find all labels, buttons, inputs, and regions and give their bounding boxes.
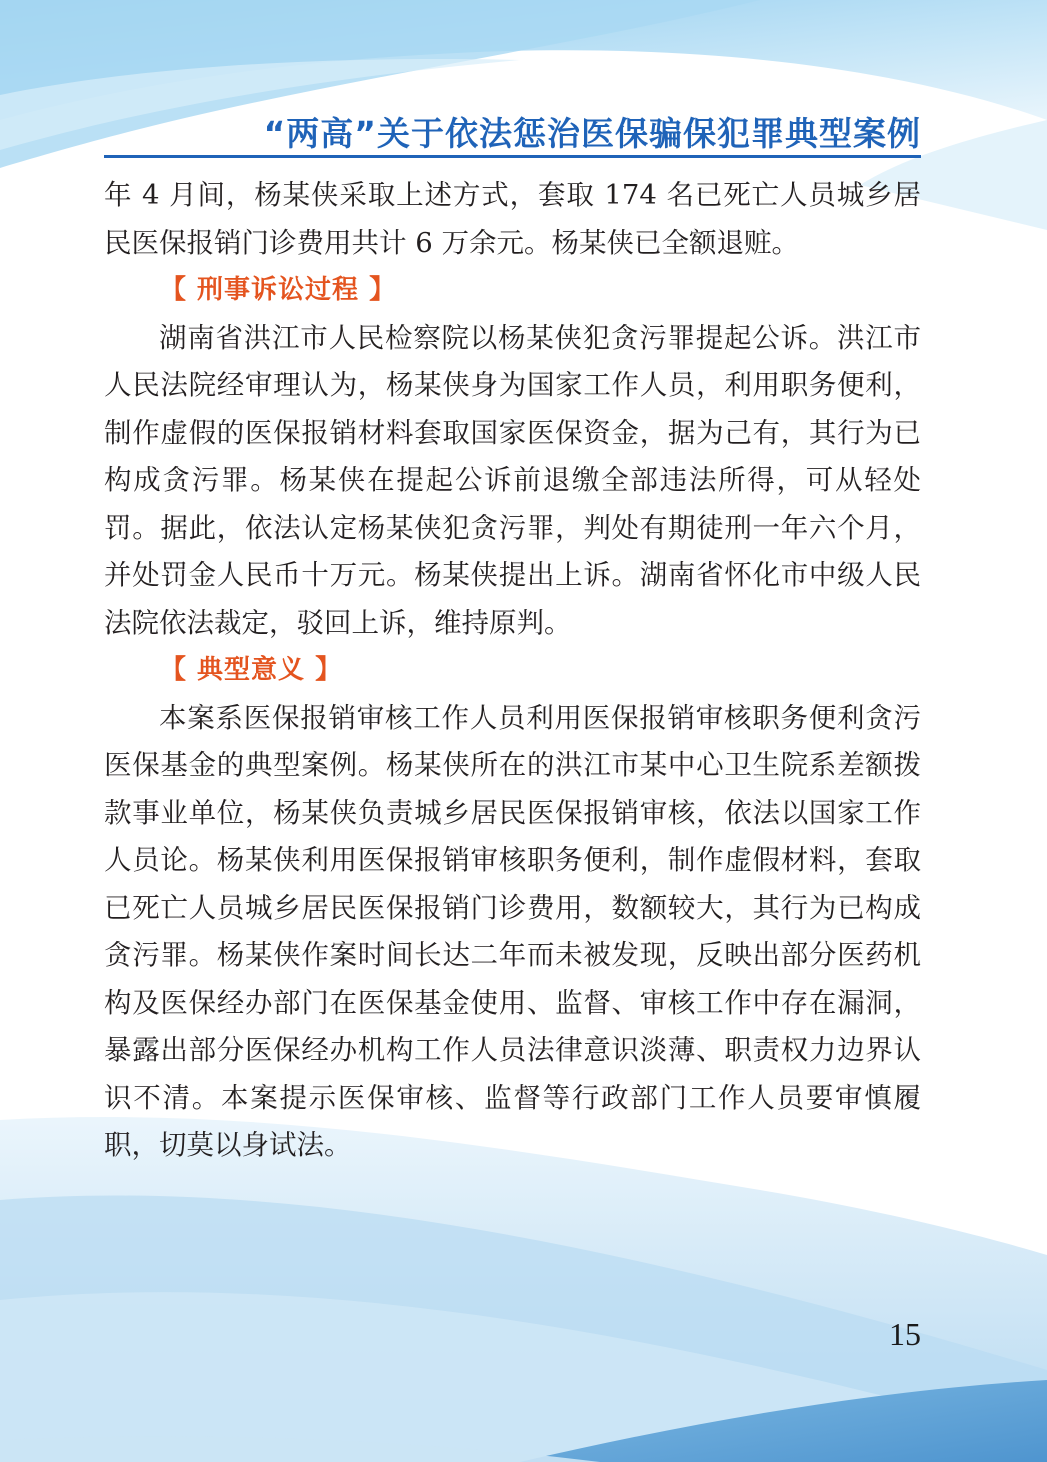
article-body bbox=[104, 172, 921, 1170]
page-number: 15 bbox=[889, 1316, 921, 1352]
running-header-title: “两高”关于依法惩治医保骗保犯罪典型案例 bbox=[263, 114, 921, 153]
section-heading-process: 【 刑事诉讼过程 】 bbox=[160, 275, 397, 305]
header-rule bbox=[104, 155, 921, 158]
paragraph-significance: 本案系医保报销审核工作人员利用医保报销审核职务便利贪污医保基金的典型案例。杨某侠所在的洪江市某中心卫生院系差额拨款事业单位，杨某侠负责城乡居民医保报销审核，依法以国家工作人员论。杨某侠利用医保报销审核职务便利，制作虚假材料，套取已死亡人员城乡居民医保报销门诊费用，数额较大，其行为已构成贪污罪。杨某侠作案时间长达二年而未被发现，反映出部分医药机构及医保经办部门在医保基金使用、监督、审核工作中存在漏洞，暴露出部分医保经办机构工作人员法律意识淡薄、职责权力边界认识不清。本案提示医保审核、监督等行政部门工作人员要审慎履职，切莫以身试法。 bbox=[104, 701, 921, 1161]
section-heading-significance: 【 典型意义 】 bbox=[160, 655, 343, 685]
paragraph-intro: 年 4 月间，杨某侠采取上述方式，套取 174 名已死亡人员城乡居民医保报销门诊费用共计 6 万余元。杨某侠已全额退赃。 bbox=[104, 179, 921, 259]
paragraph-process: 湖南省洪江市人民检察院以杨某侠犯贪污罪提起公诉。洪江市人民法院经审理认为，杨某侠身为国家工作人员，利用职务便利，制作虚假的医保报销材料套取国家医保资金，据为己有，其行为已构成贪污罪。杨某侠在提起公诉前退缴全部违法所得，可从轻处罚。据此，依法认定杨某侠犯贪污罪，判处有期徒刑一年六个月，并处罚金人民币十万元。杨某侠提出上诉。湖南省怀化市中级人民法院依法裁定，驳回上诉，维持原判。 bbox=[104, 321, 921, 639]
